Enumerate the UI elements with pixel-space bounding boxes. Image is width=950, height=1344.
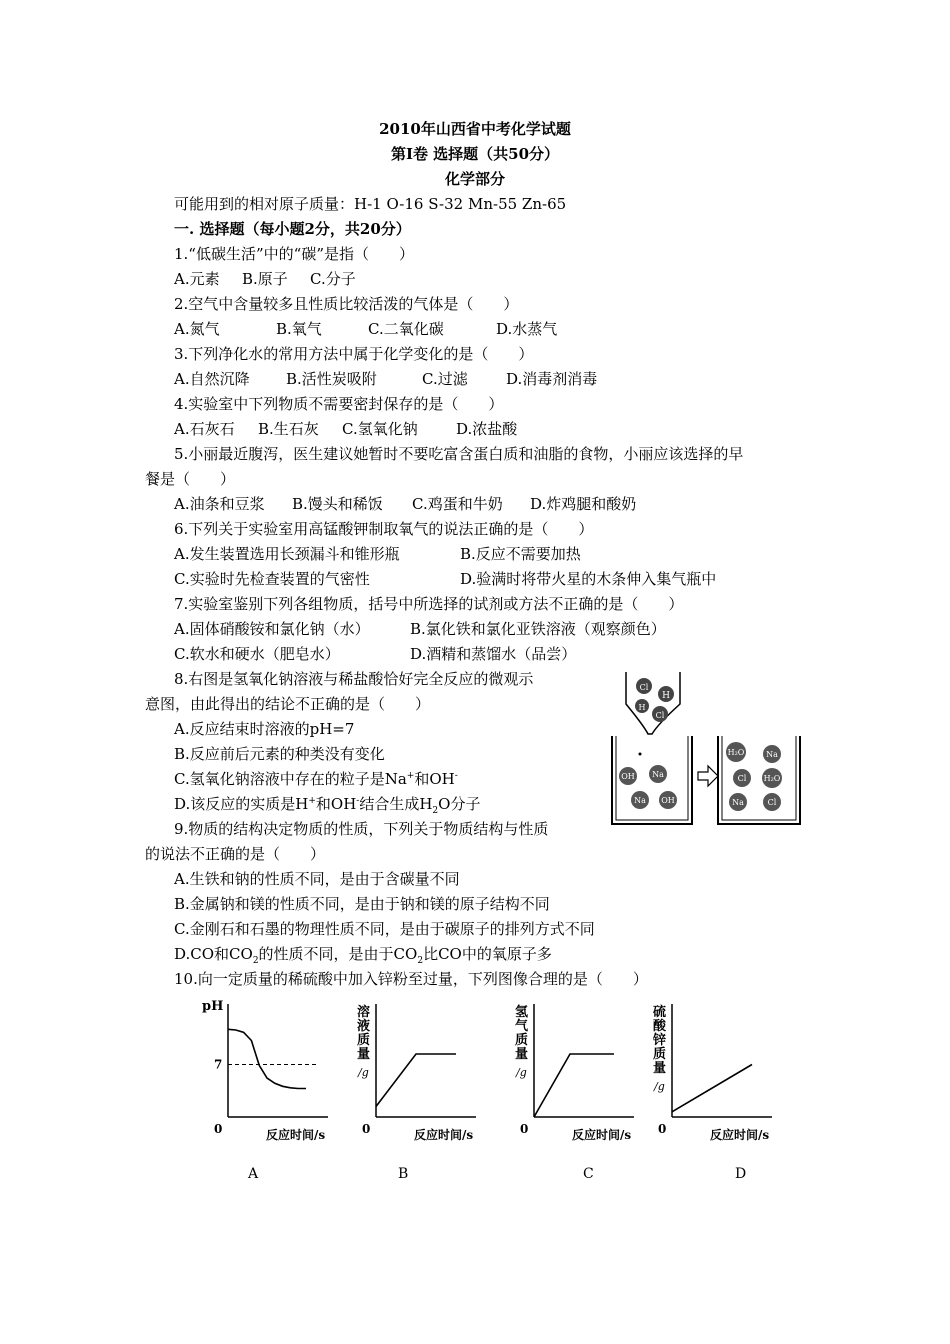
y-axis-label: 气 (515, 1019, 529, 1034)
drop (639, 753, 642, 756)
y-axis-label: pH (202, 999, 224, 1014)
y-axis-label: 质 (515, 1033, 529, 1048)
question-3: 3.下列净化水的常用方法中属于化学变化的是（ ） (174, 345, 534, 363)
data-line (534, 1054, 614, 1117)
y-axis-label: 硫 (653, 1005, 667, 1020)
ion-na-3 (763, 745, 781, 763)
y-axis-label: 氢 (515, 1005, 529, 1020)
option-b: B.氧气 (276, 320, 322, 338)
question-8: 8.右图是氢氧化钠溶液与稀盐酸恰好完全反应的微观示 (174, 670, 534, 688)
atomic-mass-note: 可能用到的相对原子质量：H-1 O-16 S-32 Mn-55 Zn-65 (174, 195, 567, 213)
option-a: A.固体硝酸铵和氯化钠（水） (174, 620, 370, 638)
option-d-text: 比CO中的氧原子多 (423, 945, 552, 963)
option-d: D.炸鸡腿和酸奶 (530, 495, 637, 513)
superscript: - (454, 771, 458, 781)
option-a: A.元素 (174, 270, 220, 288)
question-6-options-ab (174, 543, 581, 564)
option-c: C.过滤 (422, 370, 468, 388)
origin-label: 0 (520, 1122, 529, 1136)
ion-cl-mid (652, 706, 668, 722)
ion-na-2 (631, 791, 649, 809)
option-d-text: 和OH (315, 795, 357, 813)
y-axis-label: 锌 (653, 1033, 667, 1048)
subscript: 2 (432, 806, 439, 816)
graph-label: C (583, 1166, 594, 1182)
option-d: D.消毒剂消毒 (506, 370, 598, 388)
option-d: D.水蒸气 (496, 320, 558, 338)
option-b: B.生石灰 (258, 420, 319, 438)
option-b: B.反应不需要加热 (460, 545, 581, 563)
x-axis-label: 反应时间/s (710, 1128, 770, 1142)
svg-text:H: H (662, 691, 670, 701)
option-a: A.发生装置选用长颈漏斗和锥形瓶 (174, 545, 400, 563)
superscript: - (356, 796, 360, 806)
superscript: + (406, 771, 415, 781)
option-d-text: D.CO和CO (174, 945, 253, 963)
question-4: 4.实验室中下列物质不需要密封保存的是（ ） (174, 395, 504, 413)
svg-text:Cl: Cl (639, 683, 649, 692)
option-b: B.原子 (242, 270, 288, 288)
data-line (376, 1054, 456, 1107)
y-axis-label: 液 (357, 1019, 371, 1034)
option-d: D.浓盐酸 (456, 420, 518, 438)
svg-text:OH: OH (661, 796, 675, 805)
y-axis-label: 量 (653, 1061, 667, 1076)
graph-label: B (398, 1166, 409, 1182)
svg-text:Na: Na (652, 770, 664, 779)
y-axis-label: 质 (653, 1047, 667, 1062)
y-axis-unit: /g (358, 1066, 369, 1079)
question-6: 6.下列关于实验室用高锰酸钾制取氧气的说法正确的是（ ） (174, 520, 594, 538)
y-axis-unit: /g (516, 1066, 527, 1079)
question-9-cont: 的说法不正确的是（ ） (145, 845, 326, 863)
option-c: C.软水和硬水（肥皂水） (174, 645, 340, 663)
question-8-option-a: A.反应结束时溶液的pH=7 (174, 720, 355, 738)
question-5-cont: 餐是（ ） (145, 470, 236, 488)
ion-cl-1 (733, 769, 751, 787)
exam-title: 2010年山西省中考化学试题 (379, 120, 571, 138)
option-c: C.鸡蛋和牛奶 (412, 495, 503, 513)
option-b: B.氯化铁和氯化亚铁溶液（观察颜色） (410, 620, 666, 638)
ion-h-top (658, 686, 674, 702)
svg-text:Cl: Cl (767, 798, 777, 807)
svg-text:Na: Na (766, 750, 778, 759)
subscript: 2 (252, 956, 259, 966)
question-7-options-cd (174, 643, 576, 664)
data-line (672, 1065, 752, 1112)
option-c: C.氢氧化钠 (342, 420, 418, 438)
question-5: 5.小丽最近腹泻，医生建议她暂时不要吃富含蛋白质和油脂的食物，小丽应该选择的早 (174, 445, 744, 463)
y-axis-label: 量 (515, 1047, 529, 1062)
option-a: A.油条和豆浆 (174, 495, 265, 513)
data-line (228, 1029, 306, 1088)
option-a: A.石灰石 (174, 420, 235, 438)
question-9-option-c: C.金刚石和石墨的物理性质不同，是由于碳原子的排列方式不同 (174, 920, 595, 938)
option-b: B.活性炭吸附 (286, 370, 377, 388)
ion-cl-top (636, 678, 652, 694)
origin-label: 0 (658, 1122, 667, 1136)
question-5-options (174, 493, 636, 514)
graph-label: D (735, 1166, 747, 1182)
part-title: 化学部分 (444, 170, 505, 188)
option-c: C.二氧化碳 (368, 320, 444, 338)
section-title: 第Ⅰ卷 选择题（共50分） (390, 145, 560, 163)
y-axis-label: 溶 (357, 1005, 371, 1020)
question-8-cont: 意图，由此得出的结论不正确的是（ ） (145, 695, 431, 713)
option-d-text: O分子 (438, 795, 481, 813)
option-b: B.馒头和稀饭 (292, 495, 383, 513)
svg-text:Cl: Cl (655, 711, 665, 720)
question-4-options (174, 418, 517, 439)
svg-text:H: H (638, 703, 646, 712)
question-2: 2.空气中含量较多且性质比较活泼的气体是（ ） (174, 295, 519, 313)
option-a: A.氮气 (174, 320, 220, 338)
y-axis-unit: /g (654, 1080, 665, 1093)
y-axis-label: 量 (357, 1047, 371, 1062)
option-d-text: 结合生成H (359, 795, 433, 813)
question-1: 1.“低碳生活”中的“碳”是指（ ） (174, 245, 414, 263)
ion-na-4 (729, 793, 747, 811)
question-8-option-b: B.反应前后元素的种类没有变化 (174, 745, 385, 763)
option-c-text: 和OH (414, 770, 455, 788)
ion-na-1 (649, 765, 667, 783)
neutralization-figure (604, 668, 810, 830)
ion-h-mid (635, 699, 649, 713)
ion-oh-1 (619, 767, 637, 785)
x-axis-label: 反应时间/s (266, 1128, 326, 1142)
ion-oh-2 (659, 791, 677, 809)
reference-label: 7 (214, 1057, 223, 1072)
question-3-options (174, 368, 597, 389)
molecule-h2o-1 (726, 742, 746, 762)
option-a: A.自然沉降 (174, 370, 250, 388)
superscript: + (308, 796, 316, 806)
dropper-outline (626, 672, 680, 734)
reaction-arrow-icon (698, 766, 718, 786)
question-9-option-d (174, 943, 552, 966)
question-7-options-ab (174, 618, 666, 639)
svg-text:Na: Na (634, 796, 646, 805)
option-c: C.实验时先检查装置的气密性 (174, 570, 370, 588)
option-d-text: D.该反应的实质是H (174, 795, 309, 813)
question-9-option-a: A.生铁和钠的性质不同，是由于含碳量不同 (174, 870, 460, 888)
svg-text:H₂O: H₂O (727, 748, 745, 757)
origin-label: 0 (362, 1122, 371, 1136)
y-axis-label: 酸 (653, 1019, 667, 1034)
x-axis-label: 反应时间/s (414, 1128, 474, 1142)
option-d-text: 的性质不同，是由于CO (258, 945, 418, 963)
question-8-option-d (174, 793, 480, 816)
origin-label: 0 (214, 1122, 223, 1136)
svg-text:Na: Na (732, 798, 744, 807)
part-one-heading: 一. 选择题（每小题2分，共20分） (174, 220, 411, 238)
subscript: 2 (417, 956, 424, 966)
question-2-options (174, 318, 557, 339)
y-axis-label: 质 (357, 1033, 371, 1048)
option-d: D.酒精和蒸馏水（品尝） (410, 645, 577, 663)
question-9: 9.物质的结构决定物质的性质，下列关于物质结构与性质 (174, 820, 549, 838)
svg-text:H₂O: H₂O (763, 774, 781, 783)
svg-text:OH: OH (621, 772, 635, 781)
option-c: C.分子 (310, 270, 356, 288)
question-1-options (174, 268, 356, 289)
question-10-graphs (0, 990, 950, 1190)
svg-text:Cl: Cl (737, 774, 747, 783)
graph-label: A (248, 1166, 259, 1182)
question-9-option-b: B.金属钠和镁的性质不同，是由于钠和镁的原子结构不同 (174, 895, 550, 913)
question-8-option-c (174, 768, 458, 789)
option-c-text: C.氢氧化钠溶液中存在的粒子是Na (174, 770, 407, 788)
molecule-h2o-2 (762, 768, 782, 788)
option-d: D.验满时将带火星的木条伸入集气瓶中 (460, 570, 717, 588)
question-6-options-cd (174, 568, 716, 589)
question-7: 7.实验室鉴别下列各组物质，括号中所选择的试剂或方法不正确的是（ ） (174, 595, 684, 613)
ion-cl-2 (763, 793, 781, 811)
x-axis-label: 反应时间/s (572, 1128, 632, 1142)
question-10: 10.向一定质量的稀硫酸中加入锌粉至过量，下列图像合理的是（ ） (174, 970, 648, 988)
